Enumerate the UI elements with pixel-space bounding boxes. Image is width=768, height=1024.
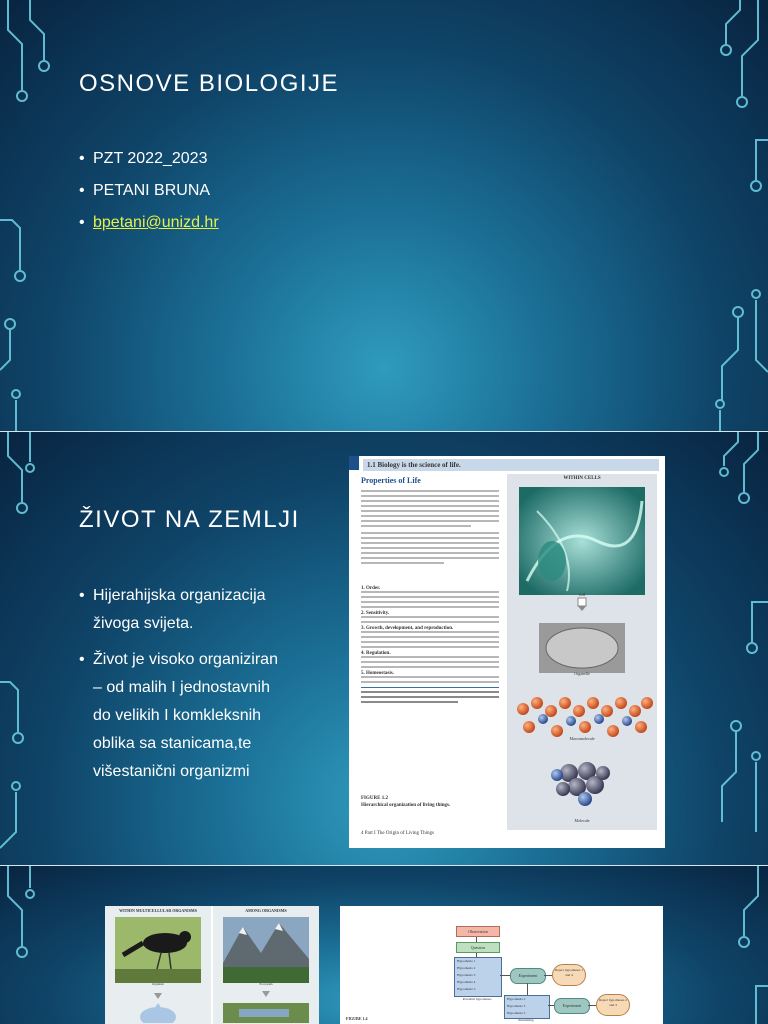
list-item: 3. Growth, development, and reproduction. [361,626,454,631]
panel-a-header: WITHIN MULTICELLULAR ORGANISMS [119,908,197,913]
arrow-line [588,1005,596,1006]
reject-node-2: Reject hypotheses 2 and 3 [596,994,630,1016]
panel-b-header: AMONG ORGANISMS [245,908,287,913]
bullet-list [79,150,219,232]
slide-2 [0,432,768,866]
label-organism: Organism [152,982,164,986]
bullet-course: • PZT 2022_2023 [79,150,219,168]
bullet-author: • PETANI BRUNA [79,182,219,200]
level-label-cell: Cell [578,592,586,597]
list-item: 4. Regulation. [361,651,391,656]
list-item: 5. Homeostasis. [361,671,394,676]
textbook-numbered-list [361,586,499,706]
hypothesis-item: Hypothesis 2 [457,966,476,970]
hypothesis-item: Hypothesis 2 [507,997,526,1001]
bullet-list [79,582,289,786]
page-footer: 4 Part I The Origin of Living Things [361,831,435,836]
organism-figure [105,913,211,1023]
hypothesis-item: Hypothesis 5 [457,987,476,991]
textbook-heading: Properties of Life [361,476,421,485]
bullet-organization: • Život je visoko organiziran – od malih I jednostavnih do velikih I komkleksnih oblika sa stanicama,te višestanični organizmi [79,646,289,786]
section-marker [349,456,359,470]
level-label-organelle: Organelle [574,671,590,676]
organism-levels-image [105,906,319,1024]
bullet-hierarchy: • Hijerahijska organizacija živoga svijeta. [79,582,289,638]
arrow-line [544,975,552,976]
arrow-line [500,975,510,976]
figure-caption: FIGURE 1.4 [346,1016,368,1021]
list-item: 1. Order. [361,586,381,591]
email-link[interactable]: bpetani@unizd.hr [93,214,219,231]
scientific-method-image [340,906,663,1024]
textbook-section: 1.1 Biology is the science of life. [363,459,659,471]
arrow-line [527,983,528,995]
hypothesis-item: Hypothesis 4 [457,980,476,984]
hypotheses-box [454,957,502,997]
bullet-email [79,214,219,232]
figure-panel [507,474,657,830]
remaining-label: Remaining [518,1018,534,1022]
hypothesis-item: Hypothesis 3 [507,1004,526,1008]
reject-node: Reject hypotheses 1 and 4 [552,964,586,986]
textbook-body-text [361,490,499,567]
slide-3 [0,866,768,1024]
list-item: 2. Sensitivity. [361,611,390,616]
question-box: Question [456,942,500,953]
figure-title: Hierarchical organization of living things. [361,803,451,808]
ecosystem-figure [213,913,319,1023]
multicellular-panel [105,906,211,1024]
hierarchy-figure [507,481,657,826]
observation-box: Observation [456,926,500,937]
level-label-molecule: Molecule [574,818,590,823]
remaining-hypotheses-box [504,995,550,1019]
panel-header: WITHIN CELLS [563,476,601,481]
level-label-macromolecule: Macromolecule [569,736,595,741]
slide-title: OSNOVE BIOLOGIJE [79,70,340,97]
label-ecosystem: Ecosystem [259,982,273,986]
experiment-node: Experiment [510,968,546,984]
among-organisms-panel [213,906,319,1024]
figure-caption: FIGURE 1.2 [361,796,388,801]
textbook-page-image [349,456,665,848]
experiment-node-2: Experiment [554,998,590,1014]
hypothesis-item: Hypothesis 5 [507,1011,526,1015]
hypothesis-item: Hypothesis 1 [457,959,476,963]
potential-label: Potential hypotheses [462,997,492,1001]
slide-1 [0,0,768,432]
slide-title: ŽIVOT NA ZEMLJI [79,506,300,533]
hypothesis-item: Hypothesis 3 [457,973,476,977]
